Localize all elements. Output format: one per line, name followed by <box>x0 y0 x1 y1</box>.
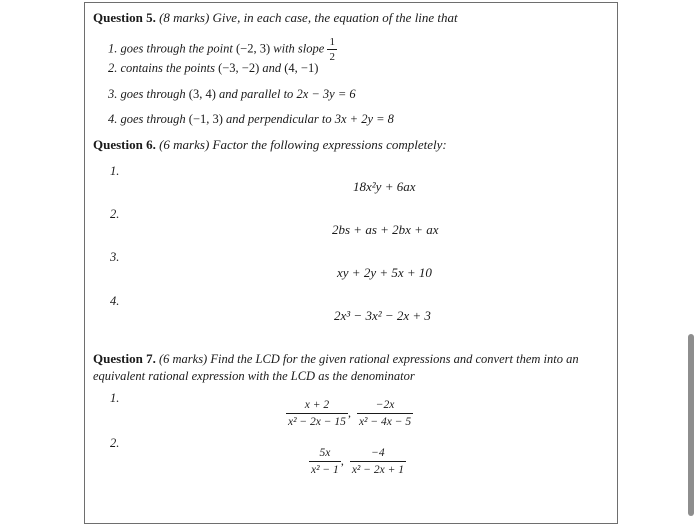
q5-item-3: 3. goes through (3, 4) and parallel to 2x − 3y = 6 <box>108 87 356 101</box>
q5-heading <box>93 10 458 26</box>
q6-item-3-expression: xy + 2y + 5x + 10 <box>337 265 432 280</box>
q6-item-2-expression: 2bs + as + 2bx + ax <box>332 222 439 237</box>
q6-item-4-expression: 2x³ − 3x² − 2x + 3 <box>334 308 431 323</box>
q5-item-1: 1. goes through the point (−2, 3) with slope $\frac{1}{2}$ <box>108 36 335 63</box>
q7-item-1-fraction-b: $\frac{-2x}{\text{x² − 4x − 5}}$ <box>358 399 412 428</box>
q7-label: Question 7. <box>93 351 156 366</box>
q5-item-4: 4. goes through (−1, 3) and perpendicular to 3x + 2y = 8 <box>108 112 394 126</box>
q5-marks: (8 marks) <box>159 10 210 25</box>
q6-item-1-number: 1. <box>110 164 120 178</box>
q6-item-3-number: 3. <box>110 250 120 264</box>
q7-item-2-number: 2. <box>110 436 120 450</box>
q5-label: Question 5. <box>93 10 156 25</box>
q6-item-2-number: 2. <box>110 207 120 221</box>
q6-label: Question 6. <box>93 137 156 152</box>
q7-item-1-fractions: $\frac{x + 2}{\text{x² − 2x − 15}}$ , $\frac{-2x}{\text{x² − 4x − 5}}$ <box>288 399 412 428</box>
q5-item-2: 2. contains the points (−3, −2) and (4, −1) <box>108 61 319 75</box>
q7-item-1-number: 1. <box>110 391 120 405</box>
q7-marks: (6 marks) <box>158 352 208 366</box>
q7-heading <box>93 350 615 385</box>
q5-prompt: Give, in each case, the equation of the line that <box>212 10 458 25</box>
q6-marks: (6 marks) <box>159 137 210 152</box>
q7-item-2-fraction-a: $\frac{5x}{\text{x² − 1}}$ <box>311 447 339 476</box>
scrollbar-thumb[interactable] <box>688 334 694 516</box>
q6-prompt: Factor the following expressions completely: <box>212 137 447 152</box>
slope-fraction: $\frac{1}{2}$ <box>329 36 335 63</box>
q7-item-1-fraction-a: $\frac{x + 2}{\text{x² − 2x − 15}}$ <box>288 399 346 428</box>
q7-item-2-fractions: $\frac{5x}{\text{x² − 1}}$ , $\frac{-4}{\text{x² − 2x + 1}}$ <box>311 447 404 476</box>
q7-prompt-line1: Find the LCD for the given rational expressions and convert them into an <box>210 352 579 366</box>
q7-item-2-fraction-b: $\frac{-4}{\text{x² − 2x + 1}}$ <box>351 447 404 476</box>
q6-heading <box>93 137 447 153</box>
q6-item-1-expression: 18x²y + 6ax <box>353 179 416 194</box>
q7-prompt-line2: equivalent rational expression with the LCD as the denominator <box>93 369 415 383</box>
q6-item-4-number: 4. <box>110 294 120 308</box>
